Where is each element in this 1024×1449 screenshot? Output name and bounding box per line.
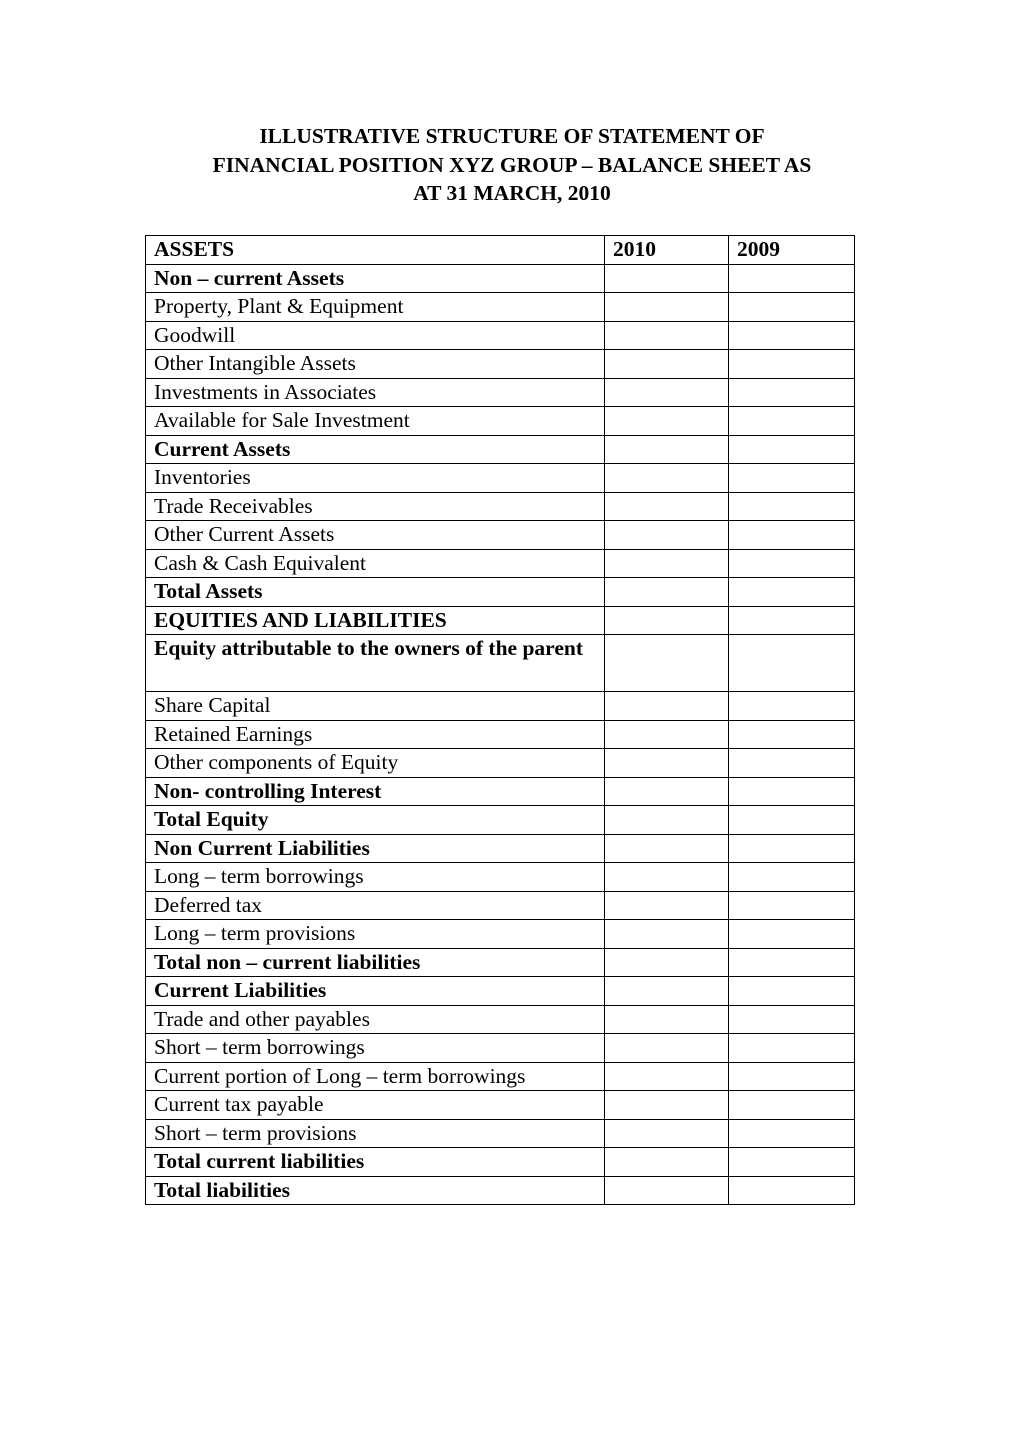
cell-2009 [729,1176,855,1205]
cell-2010 [605,606,729,635]
header-2010: 2010 [605,236,729,265]
cell-2010 [605,1148,729,1177]
cell-2009 [729,692,855,721]
row-label: Other Intangible Assets [146,350,605,379]
cell-2009 [729,749,855,778]
cell-2009 [729,777,855,806]
table-row [146,1034,855,1063]
cell-2009 [729,1005,855,1034]
cell-2009 [729,321,855,350]
cell-2009 [729,464,855,493]
row-label: Long – term borrowings [146,863,605,892]
table-row [146,834,855,863]
cell-2010 [605,635,729,692]
title-line-2: FINANCIAL POSITION XYZ GROUP – BALANCE SHEET AS [212,152,812,177]
cell-2009 [729,1119,855,1148]
cell-2010 [605,1005,729,1034]
row-label: Long – term provisions [146,920,605,949]
table-header-row [146,236,855,265]
table-row [146,891,855,920]
cell-2009 [729,948,855,977]
row-label: Goodwill [146,321,605,350]
cell-2010 [605,464,729,493]
cell-2010 [605,891,729,920]
table-row [146,920,855,949]
table-row [146,492,855,521]
row-label: Total liabilities [146,1176,605,1205]
title-line-1: ILLUSTRATIVE STRUCTURE OF STATEMENT OF [259,124,765,148]
cell-2009 [729,606,855,635]
table-row [146,635,855,692]
cell-2010 [605,977,729,1006]
table-body [146,264,855,1205]
cell-2010 [605,692,729,721]
header-2009: 2009 [729,236,855,265]
row-label: Equity attributable to the owners of the parent [146,635,605,692]
cell-2009 [729,1034,855,1063]
cell-2009 [729,1062,855,1091]
balance-sheet-table [145,235,855,1205]
row-label: EQUITIES AND LIABILITIES [146,606,605,635]
table-row [146,407,855,436]
table-row [146,521,855,550]
cell-2009 [729,549,855,578]
table-row [146,578,855,607]
row-label: Short – term provisions [146,1119,605,1148]
row-label: Current Liabilities [146,977,605,1006]
cell-2010 [605,549,729,578]
table-row [146,1176,855,1205]
table-row [146,606,855,635]
table-row [146,378,855,407]
cell-2009 [729,920,855,949]
row-label: Total current liabilities [146,1148,605,1177]
cell-2009 [729,578,855,607]
row-label: Other components of Equity [146,749,605,778]
title-line-3: AT 31 MARCH, 2010 [413,181,611,205]
row-label: Investments in Associates [146,378,605,407]
cell-2009 [729,492,855,521]
row-label: Other Current Assets [146,521,605,550]
cell-2010 [605,293,729,322]
table-row [146,777,855,806]
row-label: Current portion of Long – term borrowings [146,1062,605,1091]
row-label: Cash & Cash Equivalent [146,549,605,578]
row-label: Total non – current liabilities [146,948,605,977]
cell-2009 [729,407,855,436]
cell-2010 [605,435,729,464]
table-row [146,1005,855,1034]
table-row [146,806,855,835]
row-label: Non- controlling Interest [146,777,605,806]
cell-2010 [605,806,729,835]
table-row [146,350,855,379]
table-row [146,863,855,892]
row-label: Short – term borrowings [146,1034,605,1063]
cell-2010 [605,749,729,778]
cell-2009 [729,521,855,550]
cell-2009 [729,834,855,863]
cell-2010 [605,1091,729,1120]
cell-2009 [729,350,855,379]
cell-2010 [605,378,729,407]
table-row [146,321,855,350]
cell-2010 [605,720,729,749]
cell-2010 [605,777,729,806]
table-row [146,264,855,293]
cell-2009 [729,720,855,749]
table-row [146,1062,855,1091]
table-row [146,549,855,578]
cell-2010 [605,321,729,350]
page-title [150,122,874,208]
row-label: Inventories [146,464,605,493]
table-row [146,749,855,778]
cell-2009 [729,977,855,1006]
cell-2009 [729,378,855,407]
cell-2009 [729,1148,855,1177]
cell-2009 [729,264,855,293]
cell-2010 [605,948,729,977]
cell-2010 [605,1176,729,1205]
table-row [146,1119,855,1148]
cell-2010 [605,863,729,892]
row-label: Trade and other payables [146,1005,605,1034]
row-label: Non Current Liabilities [146,834,605,863]
row-label: Non – current Assets [146,264,605,293]
table-row [146,464,855,493]
cell-2010 [605,834,729,863]
cell-2009 [729,635,855,692]
cell-2010 [605,1034,729,1063]
cell-2010 [605,407,729,436]
cell-2010 [605,264,729,293]
cell-2010 [605,1062,729,1091]
table-row [146,977,855,1006]
header-assets: ASSETS [146,236,605,265]
cell-2009 [729,1091,855,1120]
table-row [146,692,855,721]
row-label: Property, Plant & Equipment [146,293,605,322]
row-label: Retained Earnings [146,720,605,749]
table-row [146,1091,855,1120]
row-label: Trade Receivables [146,492,605,521]
row-label: Deferred tax [146,891,605,920]
cell-2009 [729,863,855,892]
cell-2009 [729,293,855,322]
cell-2009 [729,435,855,464]
row-label: Total Assets [146,578,605,607]
table-row [146,435,855,464]
row-label: Share Capital [146,692,605,721]
cell-2009 [729,806,855,835]
table-row [146,948,855,977]
cell-2010 [605,350,729,379]
row-label: Current tax payable [146,1091,605,1120]
row-label: Available for Sale Investment [146,407,605,436]
cell-2010 [605,578,729,607]
table-row [146,720,855,749]
cell-2010 [605,521,729,550]
cell-2010 [605,1119,729,1148]
table-row [146,1148,855,1177]
table-row [146,293,855,322]
cell-2010 [605,920,729,949]
row-label: Current Assets [146,435,605,464]
row-label: Total Equity [146,806,605,835]
cell-2009 [729,891,855,920]
cell-2010 [605,492,729,521]
